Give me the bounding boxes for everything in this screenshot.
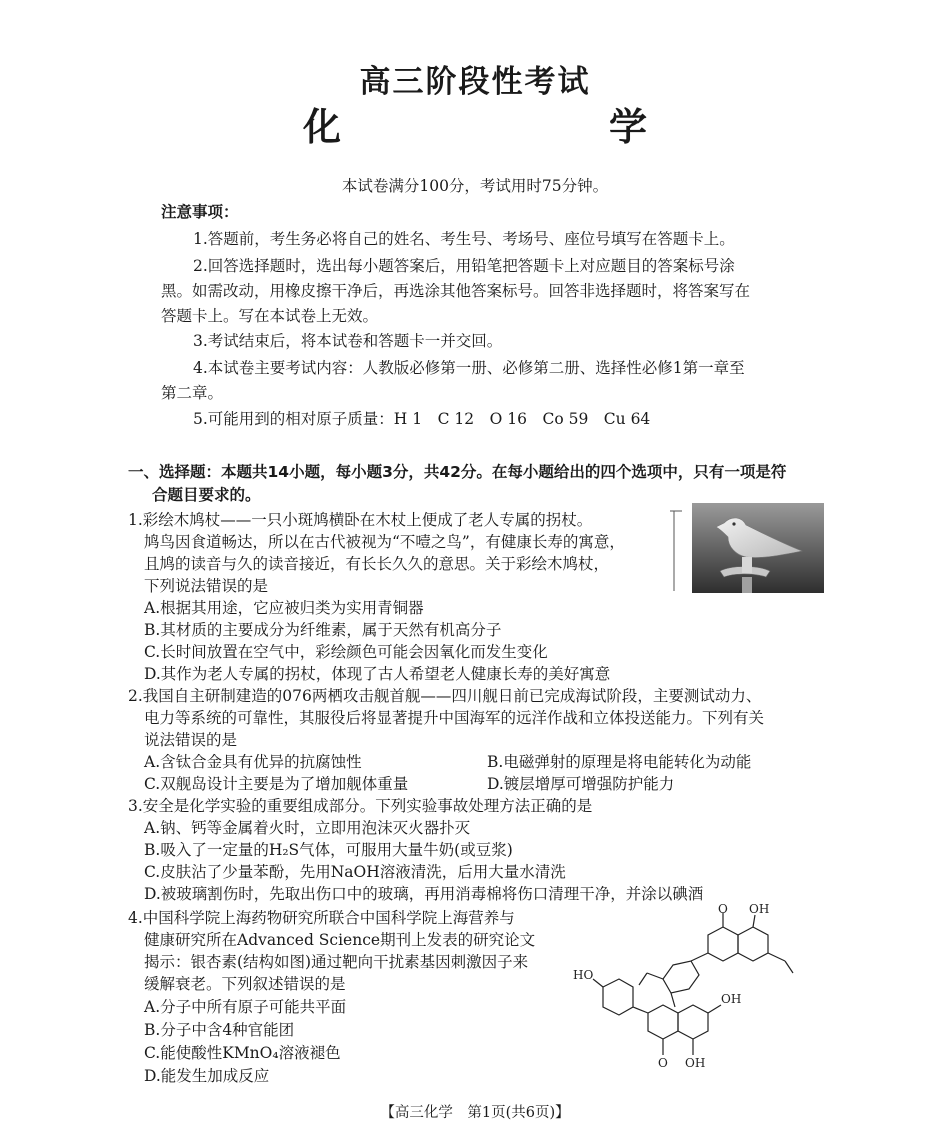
q2-stem: 电力等系统的可靠性，其服役后将显著提升中国海军的远洋作战和立体投送能力。下列有关 xyxy=(144,709,765,727)
section-heading-cont: 合题目要求的。 xyxy=(152,486,261,504)
section-heading: 一、选择题：本题共14小题，每小题3分，共42分。在每小题给出的四个选项中，只有一项是符 xyxy=(128,463,787,481)
exam-title: 高三阶段性考试 xyxy=(359,64,591,100)
q4-option: B.分子中含4种官能团 xyxy=(144,1021,295,1039)
q2-option: D.镀层增厚可增强防护能力 xyxy=(487,775,675,793)
atom-label: OH xyxy=(685,1056,706,1070)
q4-stem: 4.中国科学院上海药物研究所联合中国科学院上海营养与 xyxy=(128,909,515,927)
atom-label: HO xyxy=(573,968,594,982)
note-line: 答题卡上。写在本试卷上无效。 xyxy=(161,307,379,325)
note-line: 5.可能用到的相对原子质量：H 1 C 12 O 16 Co 59 Cu 64 xyxy=(193,410,651,428)
exam-info: 本试卷满分100分，考试用时75分钟。 xyxy=(341,177,609,195)
note-line: 黑。如需改动，用橡皮擦干净后，再选涂其他答案标号。回答非选择题时，将答案写在 xyxy=(161,282,751,300)
note-line: 4.本试卷主要考试内容：人教版必修第一册、必修第二册、选择性必修1第一章至 xyxy=(193,359,745,377)
q4-option: A.分子中所有原子可能共平面 xyxy=(144,998,347,1016)
q1-option: B.其材质的主要成分为纤维素，属于天然有机高分子 xyxy=(144,621,502,639)
q3-option: D.被玻璃割伤时，先取出伤口中的玻璃，再用消毒棉将伤口清理干净，并涂以碘酒 xyxy=(144,885,704,903)
notes-heading: 注意事项： xyxy=(161,203,239,221)
q4-stem: 缓解衰老。下列叙述错误的是 xyxy=(144,975,346,993)
q4-option: D.能发生加成反应 xyxy=(144,1067,270,1085)
atom-label: O xyxy=(718,903,728,916)
atom-label: OH xyxy=(721,992,742,1006)
q3-option: C.皮肤沾了少量苯酚，先用NaOH溶液清洗，后用大量水清洗 xyxy=(144,863,566,881)
note-line: 第二章。 xyxy=(161,384,224,402)
note-line: 2.回答选择题时，选出每小题答案后，用铅笔把答题卡上对应题目的答案标号涂 xyxy=(193,257,735,275)
q4-stem: 揭示：银杏素(结构如图)通过靶向干扰素基因刺激因子来 xyxy=(144,953,529,971)
q2-option: C.双舰岛设计主要是为了增加舰体重量 xyxy=(144,775,409,793)
q3-stem: 3.安全是化学实验的重要组成部分。下列实验事故处理方法正确的是 xyxy=(128,797,593,815)
q1-stem: 下列说法错误的是 xyxy=(144,577,269,595)
ginkgetin-structure xyxy=(563,903,813,1081)
note-line: 3.考试结束后，将本试卷和答题卡一并交回。 xyxy=(193,332,503,350)
q2-option: A.含钛合金具有优异的抗腐蚀性 xyxy=(144,753,362,771)
note-line: 1.答题前，考生务必将自己的姓名、考生号、考场号、座位号填写在答题卡上。 xyxy=(193,230,735,248)
q4-stem: 健康研究所在Advanced Science期刊上发表的研究论文 xyxy=(144,931,536,949)
q3-option: B.吸入了一定量的H₂S气体，可服用大量牛奶(或豆浆) xyxy=(144,841,513,859)
q2-option: B.电磁弹射的原理是将电能转化为动能 xyxy=(487,753,752,771)
q1-option: D.其作为老人专属的拐杖，体现了古人希望老人健康长寿的美好寓意 xyxy=(144,665,611,683)
q1-stem: 且鸠的读音与久的读音接近，有长长久久的意思。关于彩绘木鸠杖， xyxy=(144,555,610,573)
atom-label: OH xyxy=(749,903,770,916)
q3-option: A.钠、钙等金属着火时，立即用泡沫灭火器扑灭 xyxy=(144,819,471,837)
q1-stem: 鸠鸟因食道畅达，所以在古代被视为“不噎之鸟”，有健康长寿的寓意， xyxy=(144,533,625,551)
page-footer: 【高三化学 第1页(共6页)】 xyxy=(380,1105,570,1121)
dove-staff-photo xyxy=(662,503,824,593)
q1-option: A.根据其用途，它应被归类为实用青铜器 xyxy=(144,599,424,617)
q2-stem: 说法错误的是 xyxy=(144,731,238,749)
atom-label: O xyxy=(658,1056,668,1070)
subject-title: 化 学 xyxy=(302,105,711,149)
q4-option: C.能使酸性KMnO₄溶液褪色 xyxy=(144,1044,341,1062)
q2-stem: 2.我国自主研制建造的076两栖攻击舰首舰——四川舰日前已完成海试阶段，主要测试动力、 xyxy=(128,687,762,705)
q1-stem: 1.彩绘木鸠杖——一只小斑鸠横卧在木杖上便成了老人专属的拐杖。 xyxy=(128,511,593,529)
q1-option: C.长时间放置在空气中，彩绘颜色可能会因氧化而发生变化 xyxy=(144,643,548,661)
